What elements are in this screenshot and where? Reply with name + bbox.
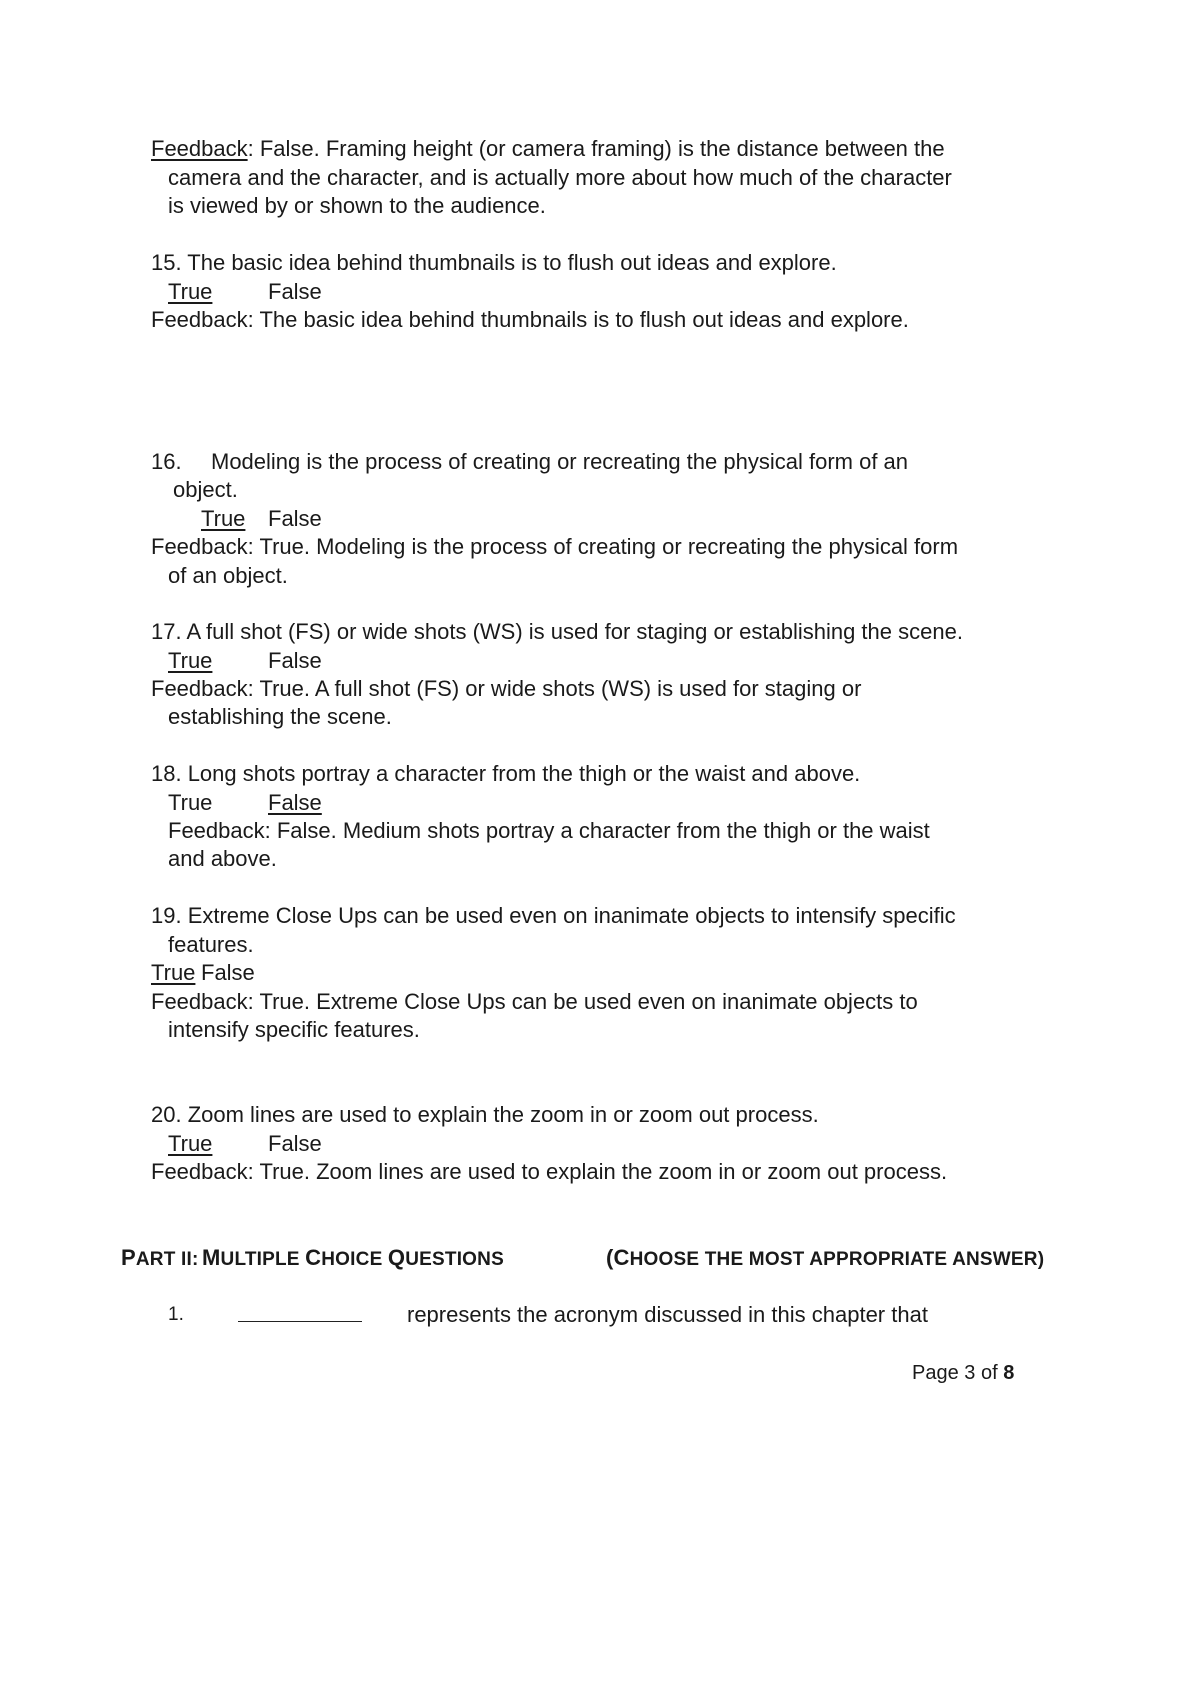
q17-feedback-line-2: establishing the scene. <box>168 704 392 729</box>
q20-feedback: Feedback: True. Zoom lines are used to explain the zoom in or zoom out process. <box>151 1159 948 1184</box>
q19-question-line-2: features. <box>168 932 254 957</box>
q15-false-answer: False <box>268 279 322 304</box>
q16-question-line-2: object. <box>173 477 238 502</box>
part2-instruction-rest: HOOSE THE MOST APPROPRIATE ANSWER) <box>629 1249 1045 1270</box>
q14-feedback-line-2: camera and the character, and is actually more about how much of the character <box>168 165 952 190</box>
q20-true-answer: True <box>168 1131 213 1156</box>
footer-of-label: of <box>975 1362 1004 1384</box>
q18-false-answer: False <box>268 790 322 815</box>
part2-title-q: Q <box>387 1245 406 1270</box>
q19-true-answer: True <box>151 960 196 985</box>
part2-heading-art: ART II: <box>135 1249 199 1270</box>
q16-feedback-line-1: Feedback: True. Modeling is the process of creating or recreating the physical form <box>151 534 959 559</box>
q17-false-answer: False <box>268 648 322 673</box>
q16-feedback-line-2: of an object. <box>168 563 288 588</box>
q15-question: 15. The basic idea behind thumbnails is to flush out ideas and explore. <box>151 250 837 275</box>
q14-feedback-text: : False. Framing height (or camera framing) is the distance between the <box>247 136 945 161</box>
part2-instruction-c: C <box>613 1245 630 1270</box>
answer-blank <box>238 1301 362 1322</box>
q19-false-answer: False <box>201 960 255 985</box>
footer-total: 8 <box>1003 1362 1015 1384</box>
q16-question-line-1: Modeling is the process of creating or recreating the physical form of an <box>211 449 909 474</box>
part2-title-ultiple: ULTIPLE <box>220 1249 306 1270</box>
part2-title-hoice: HOICE <box>321 1249 388 1270</box>
part2-heading-p: P <box>121 1245 136 1270</box>
footer-page-label: Page <box>912 1362 965 1384</box>
q15-feedback: Feedback: The basic idea behind thumbnails is to flush out ideas and explore. <box>151 307 909 332</box>
q17-feedback-line-1: Feedback: True. A full shot (FS) or wide shots (WS) is used for staging or <box>151 676 862 701</box>
q16-true-answer: True <box>201 506 246 531</box>
q14-feedback-line-1 <box>151 134 945 164</box>
q18-true-answer: True <box>168 790 213 815</box>
mc1-blank <box>238 1300 362 1330</box>
feedback-label: Feedback <box>151 136 248 161</box>
mc1-number: 1. <box>168 1304 184 1325</box>
mc1-text: represents the acronym discussed in this chapter that <box>407 1302 928 1327</box>
part2-title-c: C <box>305 1245 322 1270</box>
q19-feedback-line-2: intensify specific features. <box>168 1017 420 1042</box>
part2-heading <box>121 1243 199 1275</box>
q19-question-line-1: 19. Extreme Close Ups can be used even on inanimate objects to intensify specific <box>151 903 956 928</box>
q17-true-answer: True <box>168 648 213 673</box>
q18-question: 18. Long shots portray a character from the thigh or the waist and above. <box>151 761 861 786</box>
part2-instruction-paren: ( <box>606 1245 614 1270</box>
part2-title <box>202 1243 504 1275</box>
q20-false-answer: False <box>268 1131 322 1156</box>
part2-instruction <box>606 1243 1044 1275</box>
q15-true-answer: True <box>168 279 213 304</box>
q16-number: 16. <box>151 449 182 474</box>
footer-page-num: 3 <box>964 1362 976 1384</box>
q20-question: 20. Zoom lines are used to explain the zoom in or zoom out process. <box>151 1102 819 1127</box>
q16-false-answer: False <box>268 506 322 531</box>
part2-title-m: M <box>202 1245 221 1270</box>
q19-feedback-line-1: Feedback: True. Extreme Close Ups can be used even on inanimate objects to <box>151 989 918 1014</box>
q18-feedback-line-1: Feedback: False. Medium shots portray a character from the thigh or the waist <box>168 818 930 843</box>
q18-feedback-line-2: and above. <box>168 846 277 871</box>
page-footer <box>912 1358 1014 1388</box>
q14-feedback-line-3: is viewed by or shown to the audience. <box>168 193 546 218</box>
q17-question: 17. A full shot (FS) or wide shots (WS) is used for staging or establishing the scene. <box>151 619 963 644</box>
part2-title-uestions: UESTIONS <box>405 1249 504 1270</box>
